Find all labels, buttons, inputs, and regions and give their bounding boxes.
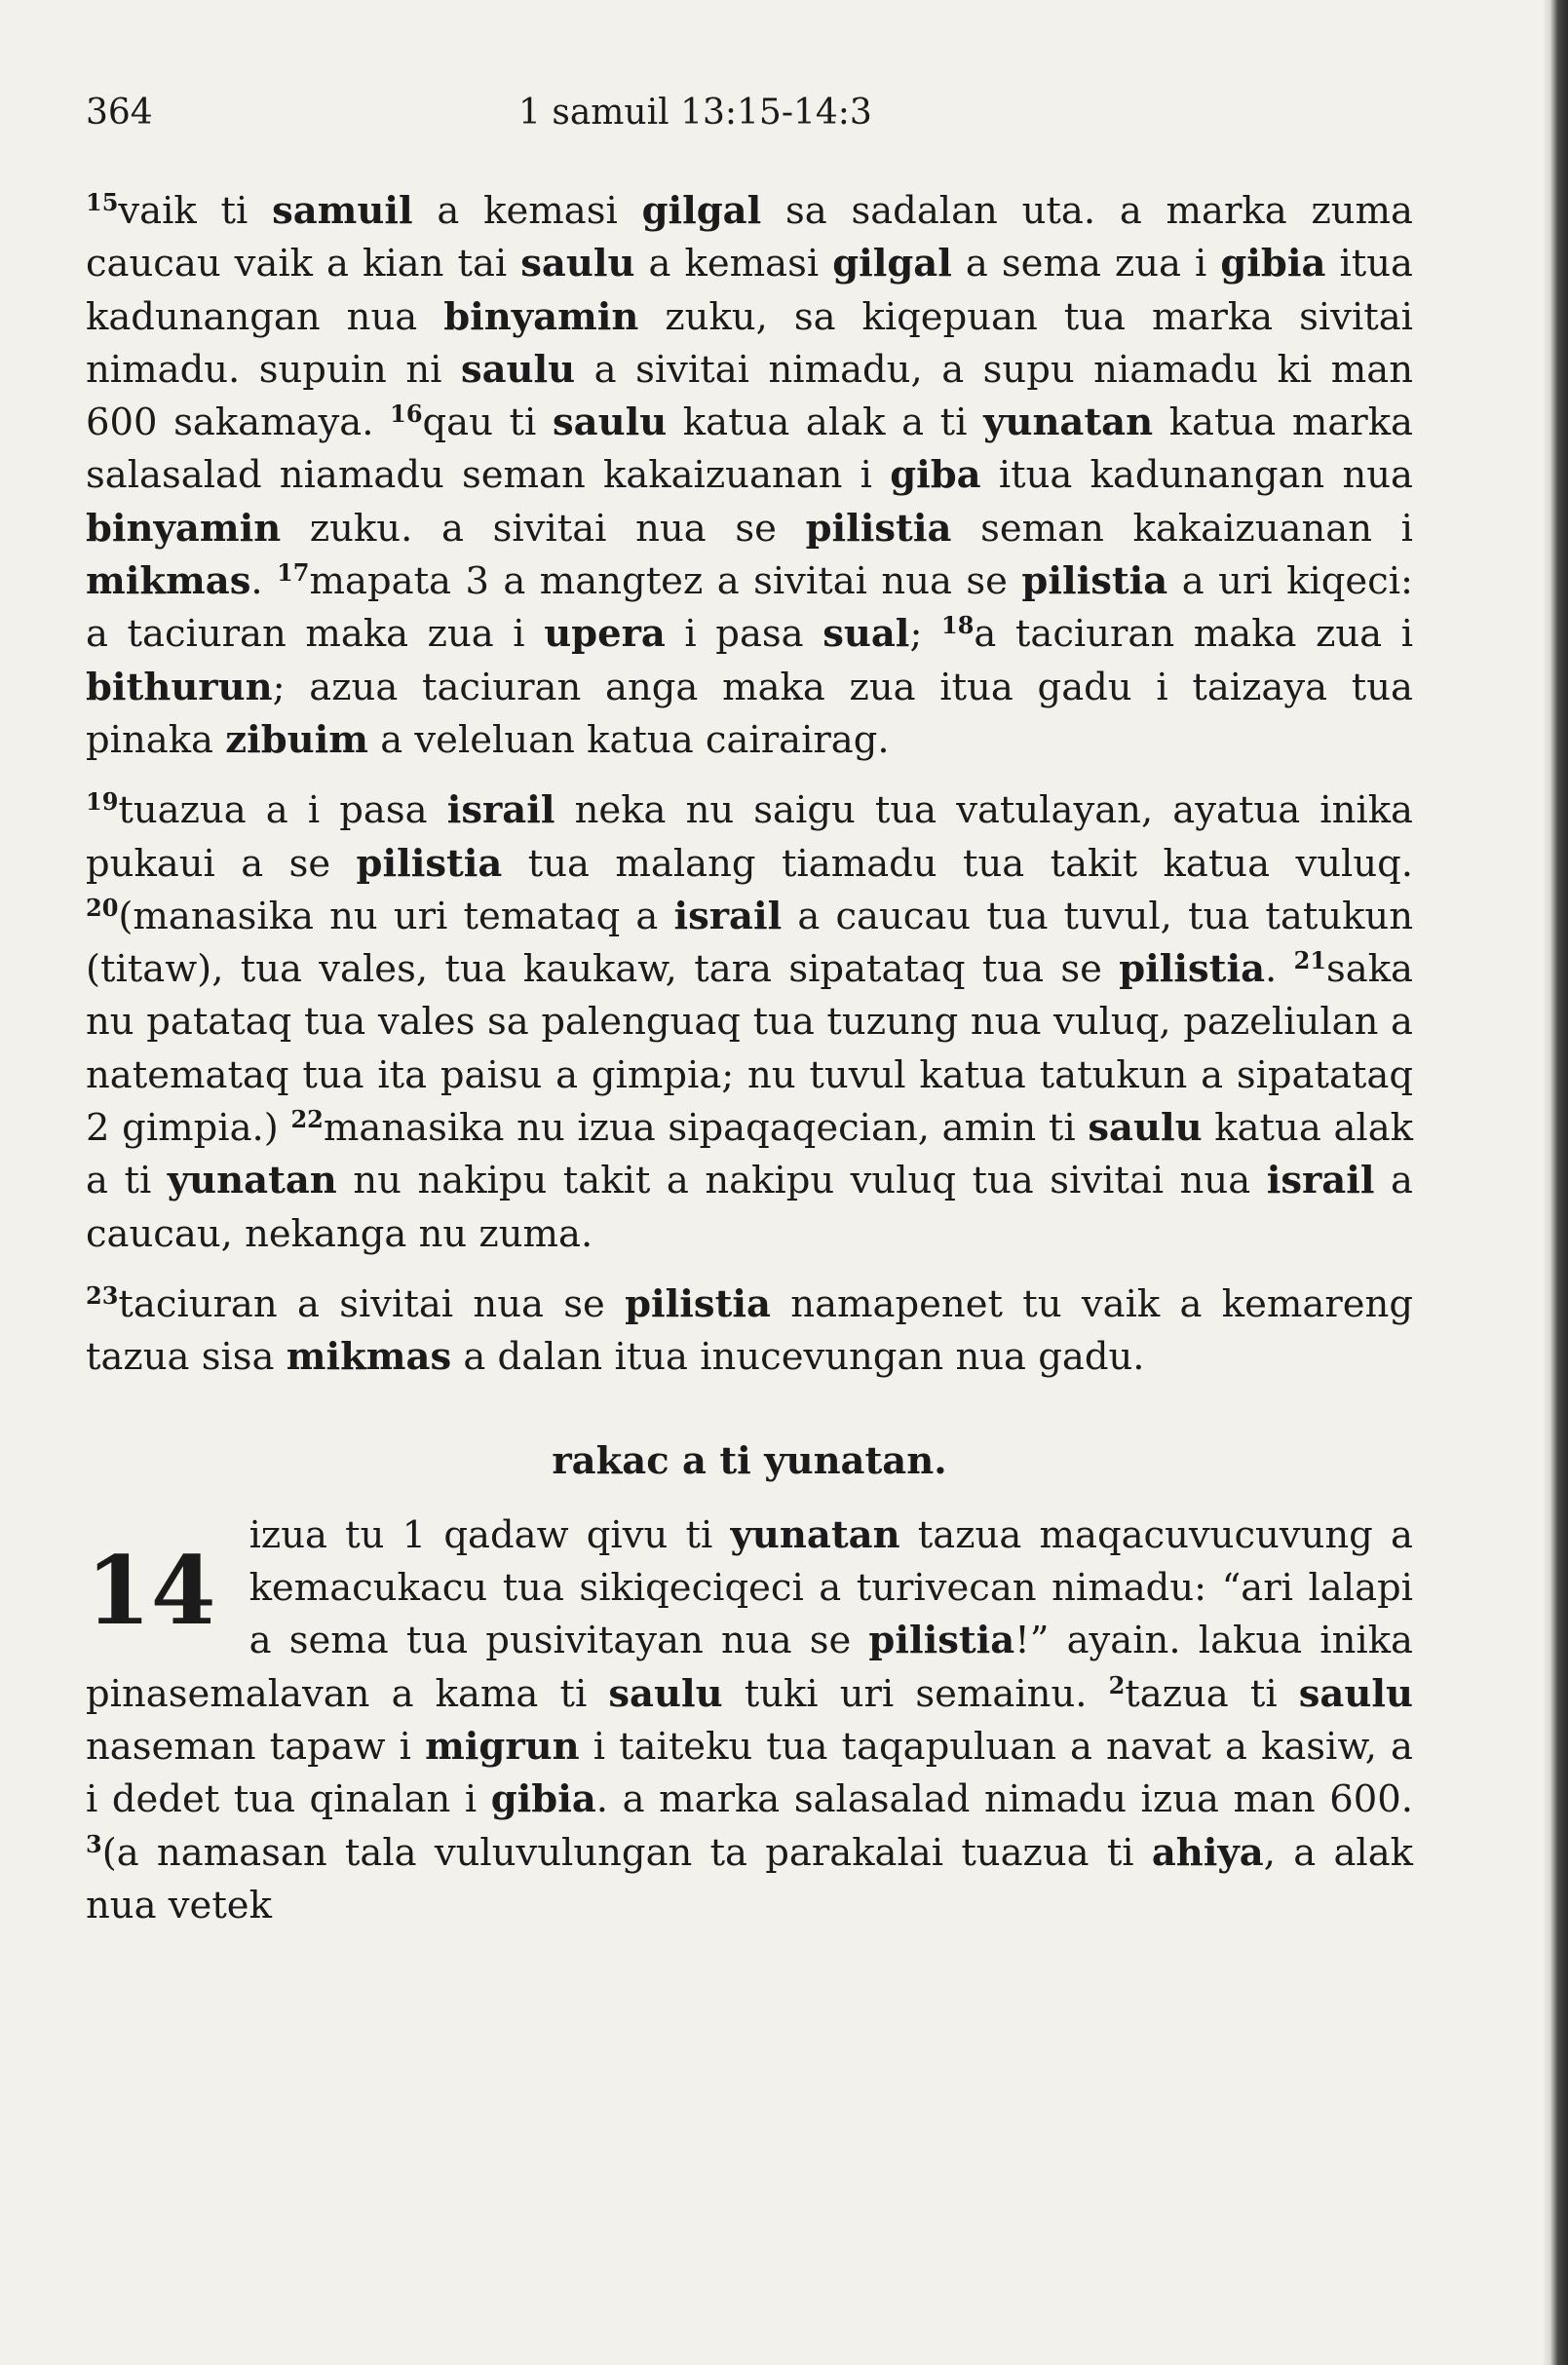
verse-number: 23 bbox=[86, 1280, 119, 1310]
page-number: 364 bbox=[86, 93, 153, 133]
verse-number: 22 bbox=[290, 1104, 324, 1133]
verse-number: 20 bbox=[86, 893, 119, 922]
paragraph: $^{15}$vaik ti samuil a kemasi gilgal sa sadalan uta. a marka zuma caucau vaik a kian tai saulu a kemasi gilgal a sema zua i gibia itua kadunangan nua binyamin zuku, sa kiqepuan tua marka sivitai nimadu. supuin ni saulu a sivitai nimadu, a supu niamadu ki man 600 sakamaya. $^{16}$qau ti saulu katua alak a ti yunatan katua marka salasalad niamadu seman kakaizuanan i giba itua kadunangan nua binyamin zuku. a sivitai nua se pilistia seman kakaizuanan i mikmas. $^{17}$mapata 3 a mangtez a sivitai nua se pilistia a uri kiqeci: a taciuran maka zua i upera i pasa sual; $^{18}$a taciuran maka zua i bithurun; azua taciuran anga maka zua itua gadu i taizaya tua pinaka zibuim a veleluan katua cairairag. bbox=[86, 187, 1414, 762]
verse-number: 19 bbox=[86, 787, 119, 817]
page-body bbox=[86, 185, 1413, 1932]
running-header bbox=[86, 93, 1411, 151]
verse-number: 18 bbox=[941, 611, 975, 640]
verse-number: 15 bbox=[86, 187, 119, 216]
verse-number: 16 bbox=[390, 400, 423, 428]
chapter-number: 14 bbox=[86, 1535, 216, 1646]
section-heading: rakac a ti yunatan. bbox=[552, 1438, 947, 1483]
paragraph: $^{23}$taciuran a sivitai nua se pilistia namapenet tu vaik a kemareng tazua sisa mikmas a dalan itua inucevungan nua gadu. bbox=[86, 1280, 1413, 1380]
verse-number: 2 bbox=[1108, 1670, 1126, 1699]
book-spine-edge bbox=[1543, 0, 1568, 2365]
chapter-verse-reference: 1 samuil 13:15-14:3 bbox=[518, 93, 872, 133]
paragraph: $^{19}$tuazua a i pasa israil neka nu saigu tua vatulayan, ayatua inika pukaui a se pilistia tua malang tiamadu tua takit katua vuluq. $^{20}$(manasika nu uri temataq a israil a caucau tua tuvul, tua tatukun (titaw), tua vales, tua kaukaw, tara sipatataq tua se pilistia. $^{21}$saka nu patataq tua vales sa palenguaq tua tuzung nua vuluq, pazeliulan a natemataq tua ita paisu a gimpia; nu tuvul katua tatukun a sipatataq 2 gimpia.) $^{22}$manasika nu izua sipaqaqecian, amin ti saulu katua alak a ti yunatan nu nakipu takit a nakipu vuluq tua sivitai nua israil a caucau, nekanga nu zuma. bbox=[86, 787, 1414, 1256]
paragraph: 14 izua tu 1 qadaw qivu ti yunatan tazua maqacuvucuvung a kemacukacu tua sikiqeciqeci a turivecan nimadu: “ari lalapi a sema tua pusivitayan nua se pilistia!” ayain. lakua inika pinasemalavan a kama ti saulu tuki uri semainu. $^2$tazua ti saulu naseman tapaw i migrun i taiteku tua taqapuluan a navat a kasiw, a i dedet tua qinalan i gibia. a marka salasalad nimadu izua man 600. $^3$(a namasan tala vuluvulungan ta parakalai tuazua ti ahiya, a alak nua vetek bbox=[86, 1512, 1413, 1927]
verse-number: 17 bbox=[277, 557, 310, 587]
verse-number: 21 bbox=[1293, 945, 1326, 974]
verse-number: 3 bbox=[86, 1829, 102, 1858]
